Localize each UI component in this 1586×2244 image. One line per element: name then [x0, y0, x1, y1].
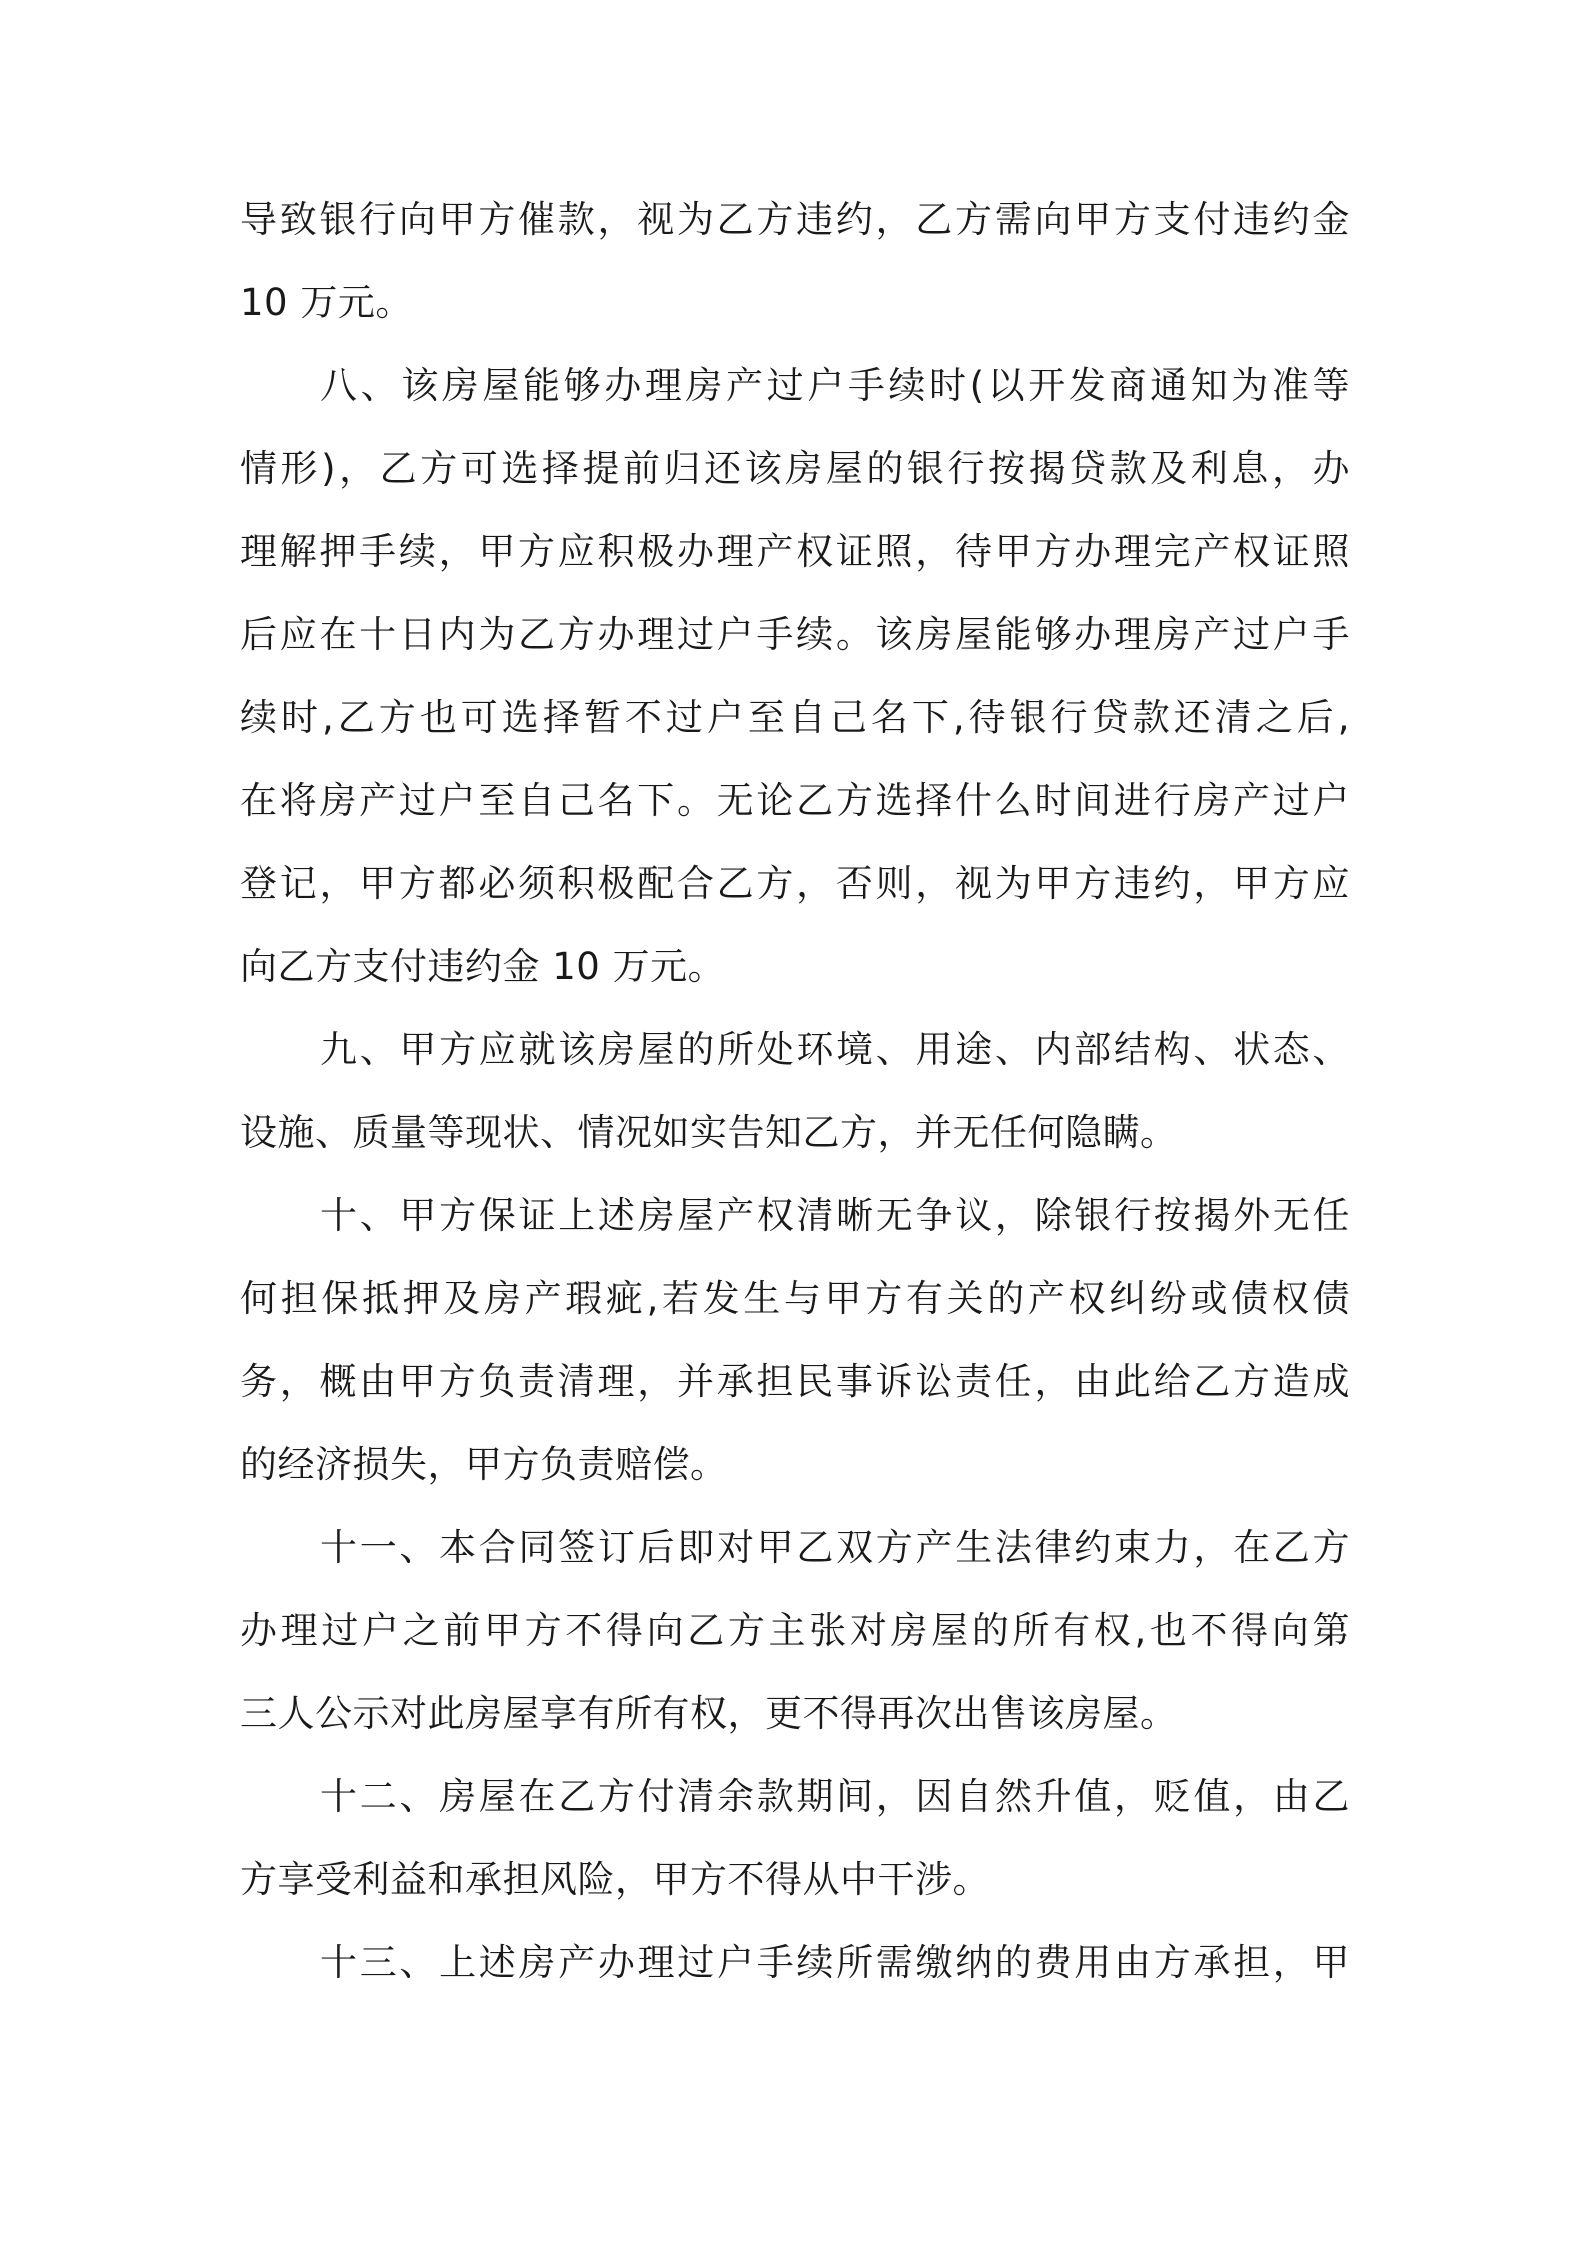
- text-line: 在将房产过户至自己名下。无论乙方选择什么时间进行房产过户: [240, 779, 1350, 822]
- text-line: 设施、质量等现状、情况如实告知乙方，并无任何隐瞒。: [240, 1111, 1178, 1154]
- text-line: 的经济损失，甲方负责赔偿。: [240, 1443, 728, 1486]
- text-line: 后应在十日内为乙方办理过户手续。该房屋能够办理房产过户手: [240, 613, 1350, 656]
- text-line: 情形)，乙方可选择提前归还该房屋的银行按揭贷款及利息，办: [240, 447, 1350, 490]
- text-line: 登记，甲方都必须积极配合乙方，否则，视为甲方违约，甲方应: [240, 862, 1350, 905]
- text-line: 续时,乙方也可选择暂不过户至自己名下,待银行贷款还清之后,: [240, 696, 1350, 739]
- clause-11-line: 十一、本合同签订后即对甲乙双方产生法律约束力，在乙方: [320, 1526, 1350, 1569]
- text-line: 理解押手续，甲方应积极办理产权证照，待甲方办理完产权证照: [240, 530, 1350, 573]
- clause-13-line: 十三、上述房产办理过户手续所需缴纳的费用由方承担，甲: [320, 1941, 1350, 1984]
- text-line: 向乙方支付违约金 10 万元。: [240, 945, 726, 988]
- text-line: 10 万元。: [240, 281, 413, 324]
- text-line: 导致银行向甲方催款，视为乙方违约，乙方需向甲方支付违约金: [240, 198, 1350, 241]
- clause-8-line: 八、该房屋能够办理房产过户手续时(以开发商通知为准等: [320, 364, 1350, 407]
- text-line: 何担保抵押及房产瑕疵,若发生与甲方有关的产权纠纷或债权债: [240, 1277, 1350, 1320]
- clause-10-line: 十、甲方保证上述房屋产权清晰无争议，除银行按揭外无任: [320, 1194, 1350, 1237]
- text-line: 务，概由甲方负责清理，并承担民事诉讼责任，由此给乙方造成: [240, 1360, 1350, 1403]
- clause-9-line: 九、甲方应就该房屋的所处环境、用途、内部结构、状态、: [320, 1028, 1350, 1071]
- text-line: 办理过户之前甲方不得向乙方主张对房屋的所有权,也不得向第: [240, 1609, 1350, 1652]
- clause-12-line: 十二、房屋在乙方付清余款期间，因自然升值，贬值，由乙: [320, 1775, 1350, 1818]
- text-line: 方享受利益和承担风险，甲方不得从中干涉。: [240, 1858, 990, 1901]
- text-line: 三人公示对此房屋享有所有权，更不得再次出售该房屋。: [240, 1692, 1178, 1735]
